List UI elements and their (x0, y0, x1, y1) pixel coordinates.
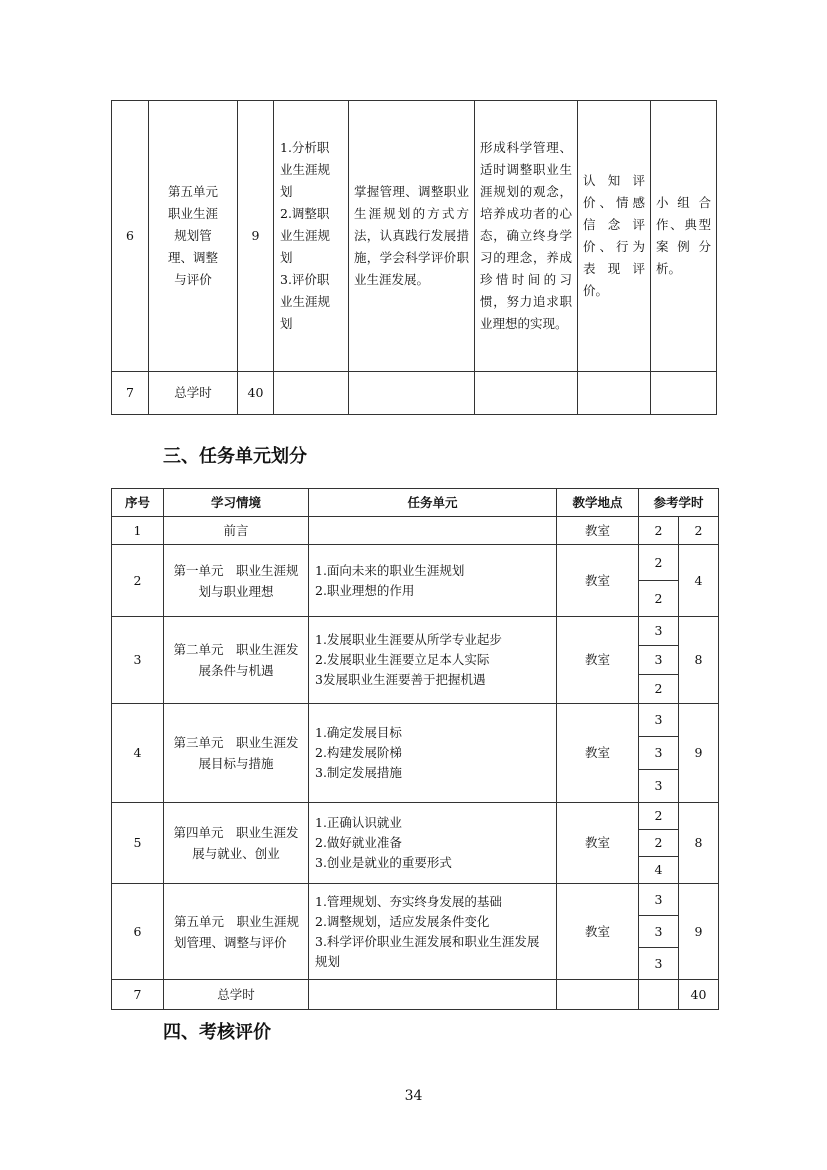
header-num: 序号 (112, 489, 164, 517)
table-row: 2 第一单元 职业生涯规划与职业理想 1.面向未来的职业生涯规划 2.职业理想的作用 教室 2 4 (112, 545, 719, 581)
header-tasks: 任务单元 (309, 489, 557, 517)
table-row: 3 第二单元 职业生涯发展条件与机遇 1.发展职业生涯要从所学专业起步 2.发展职业生涯要立足本人实际 3发展职业生涯要善于把握机遇 教室 3 8 (112, 617, 719, 646)
header-location: 教学地点 (557, 489, 639, 517)
knowledge-goal: 掌握管理、调整职业生涯规划的方式方法，认真践行发展措施，学会科学评价职业生涯发展。 (349, 101, 475, 372)
teaching-method: 小组合作、典型案例分析。 (651, 101, 717, 372)
unit-title: 第五单元 职业生涯 规划管 理、调整 与评价 (149, 101, 238, 372)
row-number: 7 (112, 372, 149, 415)
table-row: 7 总学时 40 (112, 980, 719, 1010)
table-row: 4 第三单元 职业生涯发展目标与措施 1.确定发展目标 2.构建发展阶梯 3.制定发展措施 教室 3 9 (112, 704, 719, 737)
evaluation-method: 认知评价、情感信念评价、行为表现评价。 (578, 101, 651, 372)
header-situation: 学习情境 (164, 489, 309, 517)
section-heading: 四、考核评价 (163, 1022, 271, 1043)
section-heading: 三、任务单元划分 (163, 446, 307, 467)
table-row (112, 372, 717, 415)
table-header-row (112, 489, 719, 517)
quality-goal: 形成科学管理、适时调整职业生涯规划的观念，培养成功者的心态，确立终身学习的理念，养成珍惜时间的习惯，努力追求职业理想的实现。 (475, 101, 578, 372)
table-row (112, 101, 717, 372)
total-label: 总学时 (149, 372, 238, 415)
unit-content: 1.分析职 业生涯规 划 2.调整职 业生涯规 划 3.评价职 业生涯规 划 (274, 101, 349, 372)
total-hours: 40 (238, 372, 274, 415)
table-row: 6 第五单元 职业生涯规划管理、调整与评价 1.管理规划、夯实终身发展的基础 2.调整规划，适应发展条件变化 3.科学评价职业生涯发展和职业生涯发展规划 教室 3 9 (112, 884, 719, 916)
table-row: 5 第四单元 职业生涯发展与就业、创业 1.正确认识就业 2.做好就业准备 3.创业是就业的重要形式 教室 2 8 (112, 803, 719, 830)
unit-hours: 9 (238, 101, 274, 372)
page-number: 34 (404, 1088, 423, 1104)
table-row: 1 前言 教室 2 2 (112, 517, 719, 545)
row-number: 6 (112, 101, 149, 372)
task-unit-table: 序号 学习情境 任务单元 教学地点 参考学时 1 前言 教室 2 2 2 第一单元 职业生涯规划与职业理想 1.面向未来的职业生涯规划 2.职业理想的作用 教室 2 4 2 3 第二单元 职业生涯发展条件与机遇 1.发展职业生涯要从所学专业起步 2.发展职业生涯要立足本人实际 3发展职业生涯要善于把握机遇 教室 3 8 3 2 4 第三单元 职业生涯发展目标与措施 1.确定发展目标 2.构建发展阶梯 3.制定发展措施 教室 3 9 3 3 5 第四单元 职业生涯发展与就业、创业 1.正确认识就业 2.做好就业准备 3.创业是就业的重要形式 教室 2 8 2 4 6 第五单元 职业生涯规划管理、调整与评价 1.管理规划、夯实终身发展的基础 2.调整规划，适应发展条件变化 3.科学评价职业生涯发展和职业生涯发展规划 教室 3 9 3 3 7 总学时 40 (111, 488, 719, 1010)
header-hours: 参考学时 (639, 489, 719, 517)
course-content-table (111, 100, 717, 415)
